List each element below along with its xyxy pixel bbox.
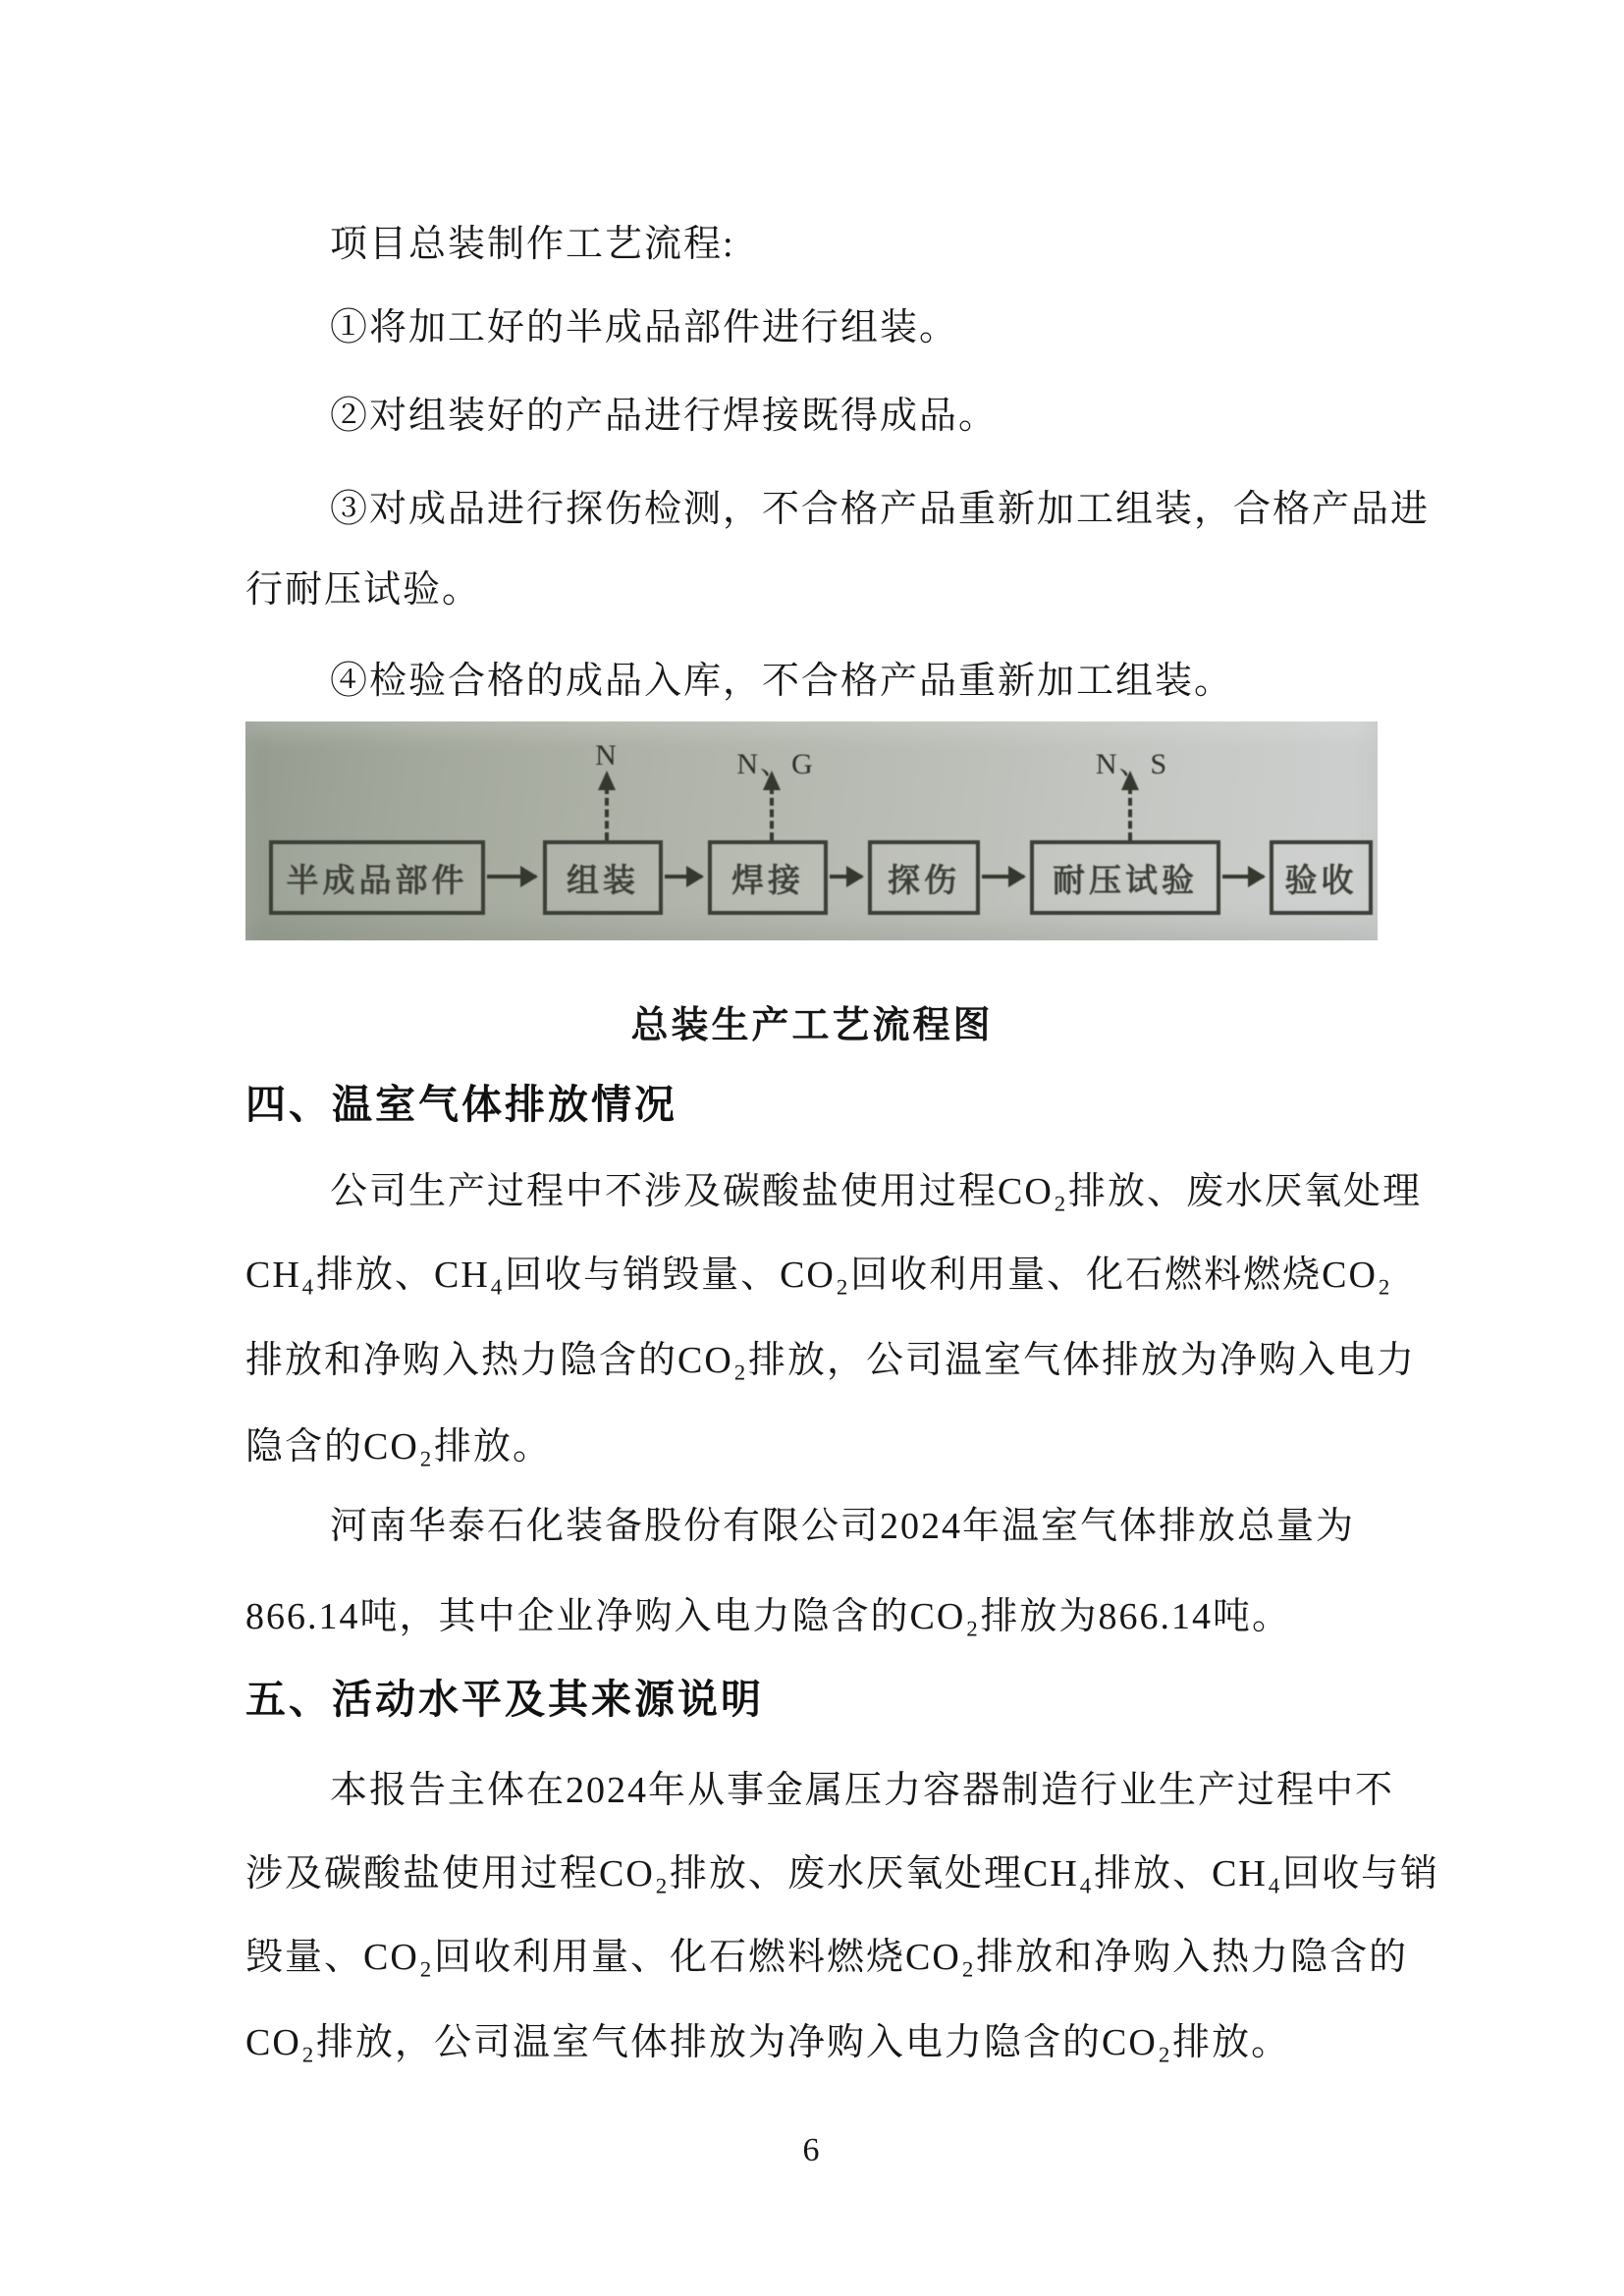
flow-arrow-label: N、G: [736, 748, 815, 780]
flow-arrow-label: N: [595, 739, 619, 772]
flow-box-assembly: 组装: [543, 840, 663, 915]
flow-box-welding: 焊接: [708, 840, 828, 915]
section5-heading: 五、活动水平及其来源说明: [245, 1677, 764, 1722]
page-number: 6: [802, 2132, 822, 2168]
process-step-3: ③对成品进行探伤检测，不合格产品重新加工组装，合格产品进: [330, 489, 1431, 530]
arrow-right-icon: [487, 875, 536, 879]
flow-box-pressure-test: 耐压试验: [1030, 840, 1220, 915]
section4-para1-line4: 隐含的CO₂排放。: [245, 1426, 553, 1468]
process-step-1: ①将加工好的半成品部件进行组装。: [330, 307, 959, 348]
process-step-3-wrap: 行耐压试验。: [245, 569, 482, 611]
flowchart-photo-content: [245, 721, 1378, 940]
arrow-up-dashed-icon: [1128, 786, 1132, 840]
section5-para-line3: 毁量、CO₂回收利用量、化石燃料燃烧CO₂排放和净购入热力隐含的: [245, 1937, 1409, 1978]
section4-para1-line1: 公司生产过程中不涉及碳酸盐使用过程CO₂排放、废水厌氧处理: [330, 1171, 1423, 1212]
process-step-4: ④检验合格的成品入库，不合格产品重新加工组装。: [330, 661, 1234, 702]
section5-para-line2: 涉及碳酸盐使用过程CO₂排放、废水厌氧处理CH₄排放、CH₄回收与销: [245, 1853, 1440, 1895]
flow-box-flaw-detect: 探伤: [868, 840, 980, 915]
section4-para2-line2: 866.14吨，其中企业净购入电力隐含的CO₂排放为866.14吨。: [245, 1596, 1292, 1637]
arrow-right-icon: [830, 875, 862, 879]
section4-para1-line3: 排放和净购入热力隐含的CO₂排放，公司温室气体排放为净购入电力: [245, 1340, 1417, 1381]
section5-para-line4: CO₂排放，公司温室气体排放为净购入电力隐含的CO₂排放。: [245, 2022, 1291, 2063]
section4-para2-line1: 河南华泰石化装备股份有限公司2024年温室气体排放总量为: [330, 1506, 1356, 1547]
section4-para1-line2: CH₄排放、CH₄回收与销毁量、CO₂回收利用量、化石燃料燃烧CO₂: [245, 1255, 1393, 1296]
arrow-up-dashed-icon: [605, 786, 609, 840]
flowchart-caption: 总装生产工艺流程图: [630, 1005, 994, 1046]
flow-box-acceptance: 验收: [1270, 840, 1373, 915]
arrow-right-icon: [665, 875, 702, 879]
section5-para-line1: 本报告主体在2024年从事金属压力容器制造行业生产过程中不: [330, 1770, 1395, 1811]
process-title-line: 项目总装制作工艺流程:: [330, 224, 735, 265]
flow-box-semifinished: 半成品部件: [269, 840, 485, 915]
process-step-2: ②对组装好的产品进行焊接既得成品。: [330, 396, 999, 437]
section4-heading: 四、温室气体排放情况: [245, 1082, 677, 1127]
arrow-right-icon: [1222, 875, 1264, 879]
arrow-up-dashed-icon: [770, 786, 774, 840]
flowchart-photo: [245, 721, 1378, 940]
flow-arrow-label: N、S: [1095, 748, 1169, 780]
arrow-right-icon: [982, 875, 1024, 879]
